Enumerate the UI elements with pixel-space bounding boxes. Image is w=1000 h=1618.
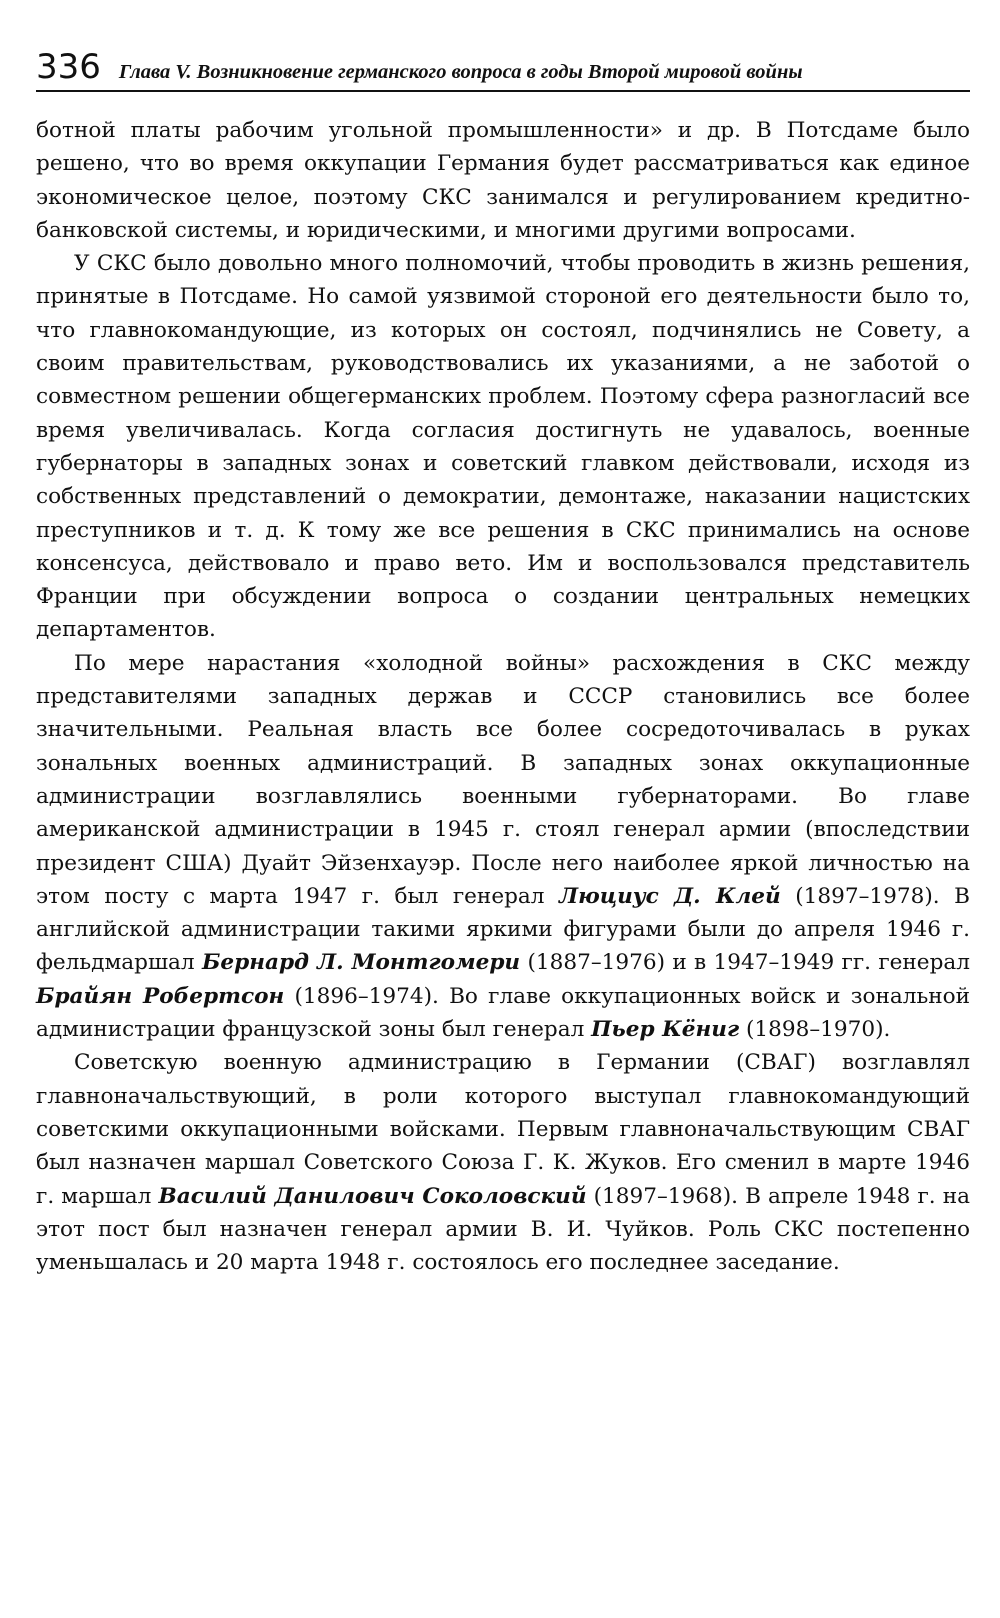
person-name-koenig: Пьер Кёниг — [591, 1017, 740, 1043]
book-page — [36, 47, 971, 1279]
text-segment: (1896–1974). Во главе оккупационных войск и зональной администрации французской зоны был генерал — [36, 983, 971, 1043]
person-name-montgomery: Бернард Л. Монтгомери — [201, 950, 521, 976]
text-segment: По мере нарастания «холодной войны» расхождения в СКС между представителями западных держав и СССР становились все более значительными. Реальная власть все более сосредоточивалась в руках зональных военных администраций. В западных зонах оккупационные администрации возглавлялись военными губернаторами. Во главе американской администрации в 1945 г. стоял генерал армии (впоследствии президент США) Дуайт Эйзенхауэр. После него наиболее яркой личностью на этом посту с марта 1947 г. был генерал — [36, 650, 970, 909]
text-segment: (1897–1968). В апреле 1948 г. на этот пост был назначен генерал армии В. И. Чуйков. Роль СКС постепенно уменьшалась и 20 марта 1948 г. состоялось его последнее заседание. — [36, 1183, 970, 1276]
text-segment: Советскую военную администрацию в Германии (СВАГ) возглавлял главноначальствующий, в роли которого выступал главнокомандующий советскими оккупационными войсками. Первым главноначальствующим СВАГ был назначен маршал Советского Союза Г. К. Жуков. Его сменил в марте 1946 г. маршал — [36, 1050, 970, 1209]
text-segment: ботной платы рабочим угольной промышленности» и др. В Потсдаме было решено, что во время оккупации Германия будет рассматриваться как единое экономическое целое, поэтому СКС занимался и регулированием кредитно-банковской системы, и юридическими, и многими другими вопросами. — [36, 118, 970, 243]
person-name-robertson: Брайян Робертсон — [36, 983, 285, 1009]
page-number: 336 — [36, 47, 101, 87]
paragraph-4 — [36, 1046, 970, 1279]
paragraph-1 — [36, 114, 970, 247]
body-text — [36, 114, 970, 1279]
running-header — [36, 47, 970, 92]
paragraph-3 — [36, 647, 970, 1047]
person-name-clay: Люциус Д. Клей — [559, 883, 781, 909]
text-segment: (1887–1976) и в 1947–1949 гг. генерал — [520, 950, 971, 976]
person-name-sokolovsky: Василий Данилович Соколовский — [158, 1183, 587, 1209]
text-segment: (1898–1970). — [739, 1017, 891, 1043]
text-segment: У СКС было довольно много полномочий, чтобы проводить в жизнь решения, принятые в Потсдаме. Но самой уязвимой стороной его деятельности было то, что главнокомандующие, из которых он состоял, подчинялись не Совету, а своим правительствам, руководствовались их указаниями, а не заботой о совместном решении общегерманских проблем. Поэтому сфера разногласий все время увеличивалась. Когда согласия достигнуть не удавалось, военные губернаторы в западных зонах и советский главком действовали, исходя из собственных представлений о демократии, демонтаже, наказании нацистских преступников и т. д. К тому же все решения в СКС принимались на основе консенсуса, действовало и право вето. Им и воспользовался представитель Франции при обсуждении вопроса о создании центральных немецких департаментов. — [36, 251, 970, 643]
chapter-title: Глава V. Возникновение германского вопроса в годы Второй мировой войны — [118, 61, 803, 83]
text-segment: (1897–1978). В английской администрации такими яркими фигурами были до апреля 1946 г. фельдмаршал — [36, 883, 970, 976]
paragraph-2 — [36, 247, 970, 647]
